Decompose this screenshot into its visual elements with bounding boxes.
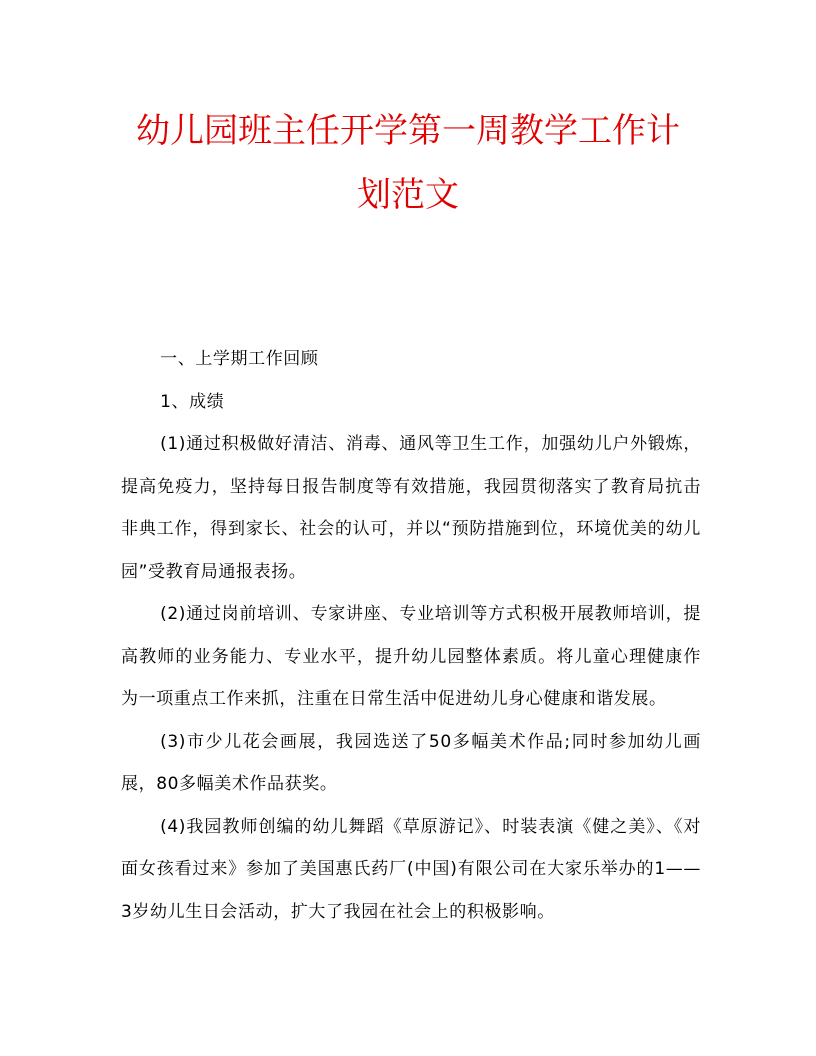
section-heading: 一、上学期工作回顾 bbox=[160, 349, 319, 369]
document-title-line-1: 幼儿园班主任开学第一周教学工作计 bbox=[136, 111, 680, 151]
document-body bbox=[121, 338, 701, 933]
paragraph-3: (3)市少儿花会画展，我园选送了50多幅美术作品;同时参加幼儿画展，80多幅美术作品获奖。 bbox=[121, 731, 701, 794]
paragraph-2: (2)通过岗前培训、专家讲座、专业培训等方式积极开展教师培训，提高教师的业务能力、专业水平，提升幼儿园整体素质。将儿童心理健康作为一项重点工作来抓，注重在日常生活中促进幼儿身心健康和谐发展。 bbox=[121, 604, 701, 709]
paragraph-1: (1)通过积极做好清洁、消毒、通风等卫生工作，加强幼儿户外锻炼，提高免疫力，坚持每日报告制度等有效措施，我园贯彻落实了教育局抗击非典工作，得到家长、社会的认可，并以“预防措施到位，环境优美的幼儿园”受教育局通报表扬。 bbox=[121, 434, 701, 582]
document-title-line-2: 划范文 bbox=[357, 175, 459, 215]
paragraph-4: (4)我园教师创编的幼儿舞蹈《草原游记》、时装表演《健之美》、《对面女孩看过来》参加了美国惠氏药厂(中国)有限公司在大家乐举办的1——3岁幼儿生日会活动，扩大了我园在社会上的积极影响。 bbox=[121, 816, 701, 922]
subsection-heading: 1、成绩 bbox=[160, 391, 225, 412]
